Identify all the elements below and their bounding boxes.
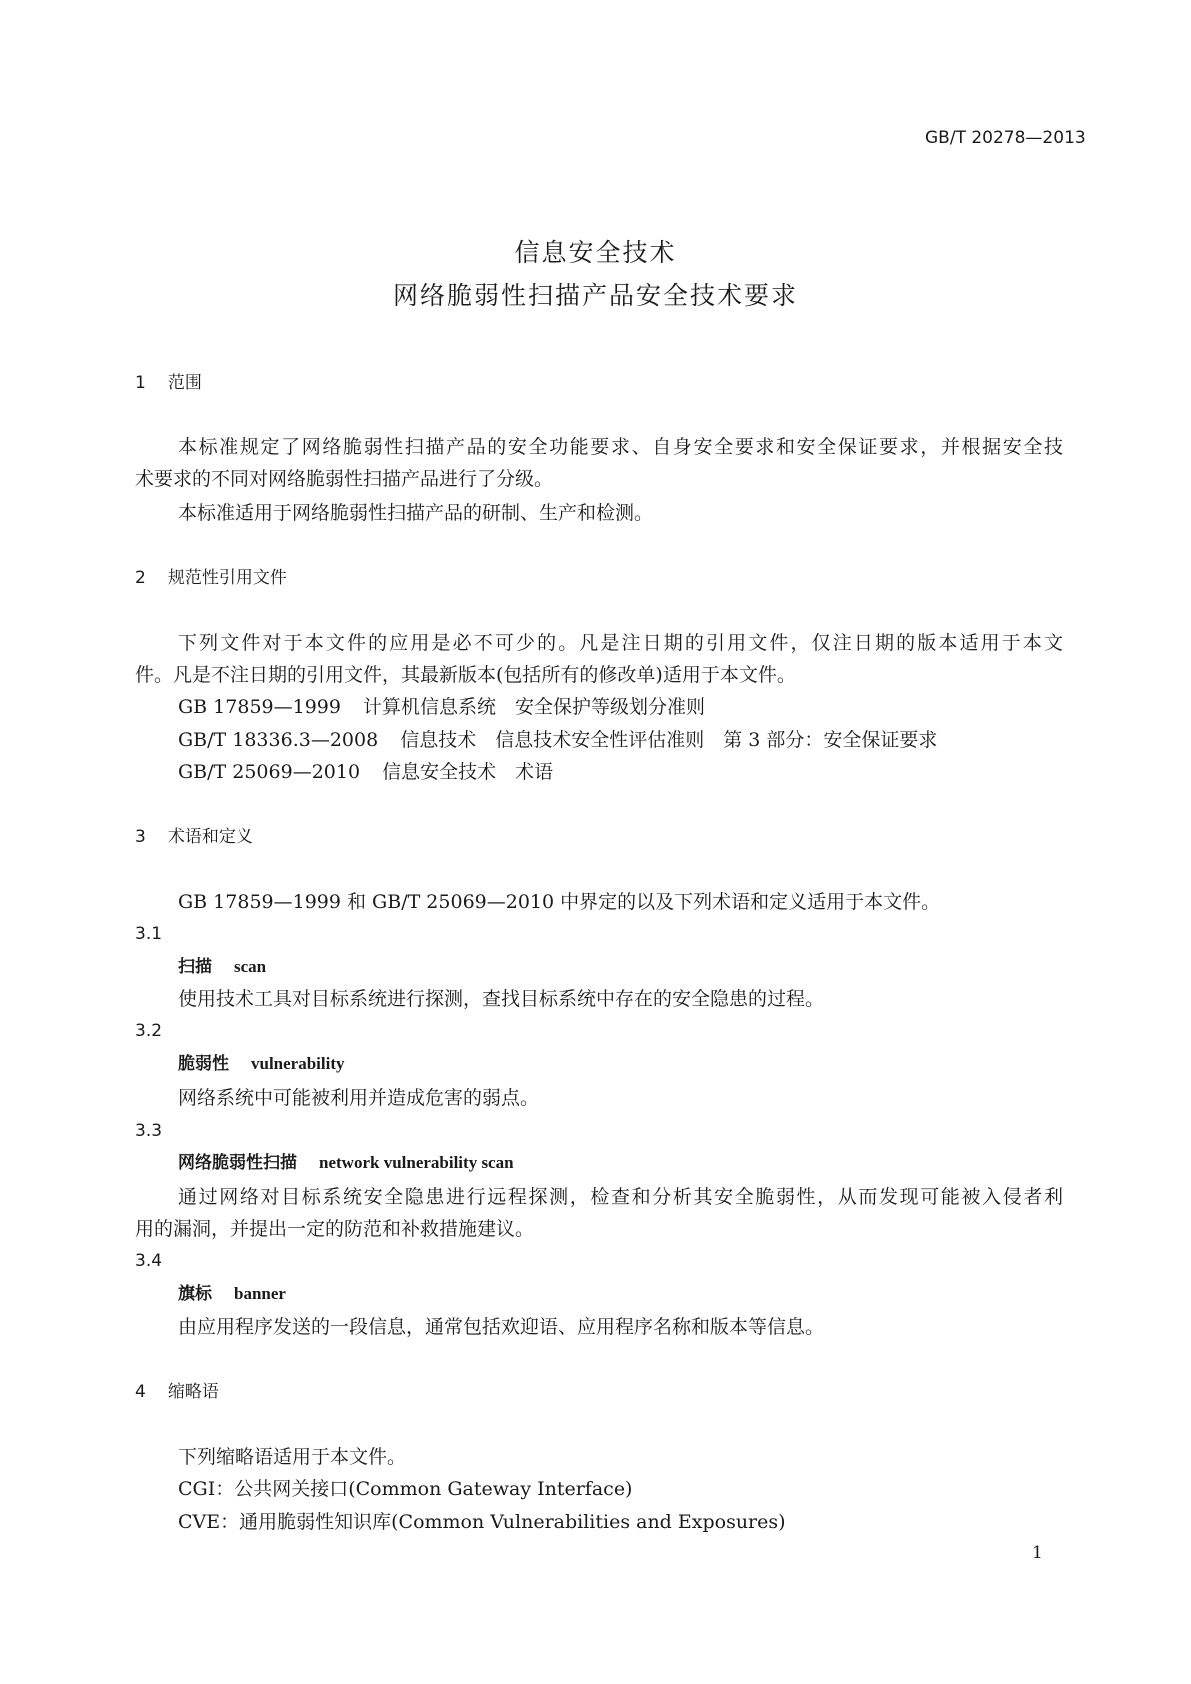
section-title: 规范性引用文件 [167,568,287,588]
term-en: banner [234,1284,286,1303]
section-title: 术语和定义 [167,827,253,847]
section-number: 1 [135,373,146,393]
term-number: 3.2 [135,1021,163,1041]
reference-title: 信息安全技术 术语 [382,761,554,783]
section-1-heading [135,371,202,395]
section-title: 缩略语 [167,1382,219,1402]
term-number: 3.3 [135,1121,163,1141]
term-definition: 网络系统中可能被利用并造成危害的弱点。 [178,1087,540,1109]
reference-code: GB/T 18336.3—2008 [178,729,379,751]
term-number: 3.4 [135,1251,163,1271]
term-heading [178,955,266,979]
section-number: 2 [135,568,146,588]
section-title: 范围 [167,373,202,393]
term-definition: 使用技术工具对目标系统进行探测，查找目标系统中存在的安全隐患的过程。 [178,988,825,1010]
section-2-heading [135,566,287,590]
abbreviation-item: CVE：通用脆弱性知识库(Common Vulnerabilities and Exposures) [178,1511,786,1533]
reference-item [178,760,553,784]
paragraph: GB 17859—1999 和 GB/T 25069—2010 中界定的以及下列术语和定义适用于本文件。 [178,891,941,913]
reference-item [178,695,705,719]
term-zh: 扫描 [178,957,212,977]
standard-number: GB/T 20278—2013 [925,128,1086,148]
page-number: 1 [1032,1543,1043,1563]
paragraph: 件。凡是不注日期的引用文件，其最新版本(包括所有的修改单)适用于本文件。 [135,664,796,686]
term-en: vulnerability [251,1054,345,1073]
abbreviation-item: CGI：公共网关接口(Common Gateway Interface) [178,1478,633,1500]
reference-code: GB/T 25069—2010 [178,761,361,783]
term-zh: 脆弱性 [178,1054,229,1074]
reference-title: 信息技术 信息技术安全性评估准则 第 3 部分：安全保证要求 [400,729,938,751]
term-definition: 用的漏洞，并提出一定的防范和补救措施建议。 [135,1218,535,1240]
section-4-heading [135,1380,219,1404]
paragraph: 术要求的不同对网络脆弱性扫描产品进行了分级。 [135,468,554,490]
term-definition: 通过网络对目标系统安全隐患进行远程探测，检查和分析其安全脆弱性，从而发现可能被入侵者利 [178,1186,1063,1208]
paragraph: 本标准规定了网络脆弱性扫描产品的安全功能要求、自身安全要求和安全保证要求，并根据安全技 [178,436,1063,458]
term-definition: 由应用程序发送的一段信息，通常包括欢迎语、应用程序名称和版本等信息。 [178,1316,825,1338]
term-zh: 网络脆弱性扫描 [178,1153,297,1173]
term-number: 3.1 [135,924,163,944]
section-number: 3 [135,827,146,847]
paragraph: 下列缩略语适用于本文件。 [178,1446,407,1468]
reference-code: GB 17859—1999 [178,696,341,718]
term-zh: 旗标 [178,1284,212,1304]
paragraph: 本标准适用于网络脆弱性扫描产品的研制、生产和检测。 [178,502,654,524]
section-number: 4 [135,1382,146,1402]
term-heading [178,1052,345,1076]
reference-item [178,728,937,752]
term-heading [178,1151,514,1175]
term-en: network vulnerability scan [319,1153,514,1172]
term-en: scan [234,957,267,976]
term-heading [178,1282,286,1306]
paragraph: 下列文件对于本文件的应用是必不可少的。凡是注日期的引用文件，仅注日期的版本适用于本文 [178,632,1063,654]
reference-title: 计算机信息系统 安全保护等级划分准则 [362,696,705,718]
title-line-1: 信息安全技术 [514,238,677,267]
title-line-2: 网络脆弱性扫描产品安全技术要求 [392,281,798,310]
section-3-heading [135,825,253,849]
